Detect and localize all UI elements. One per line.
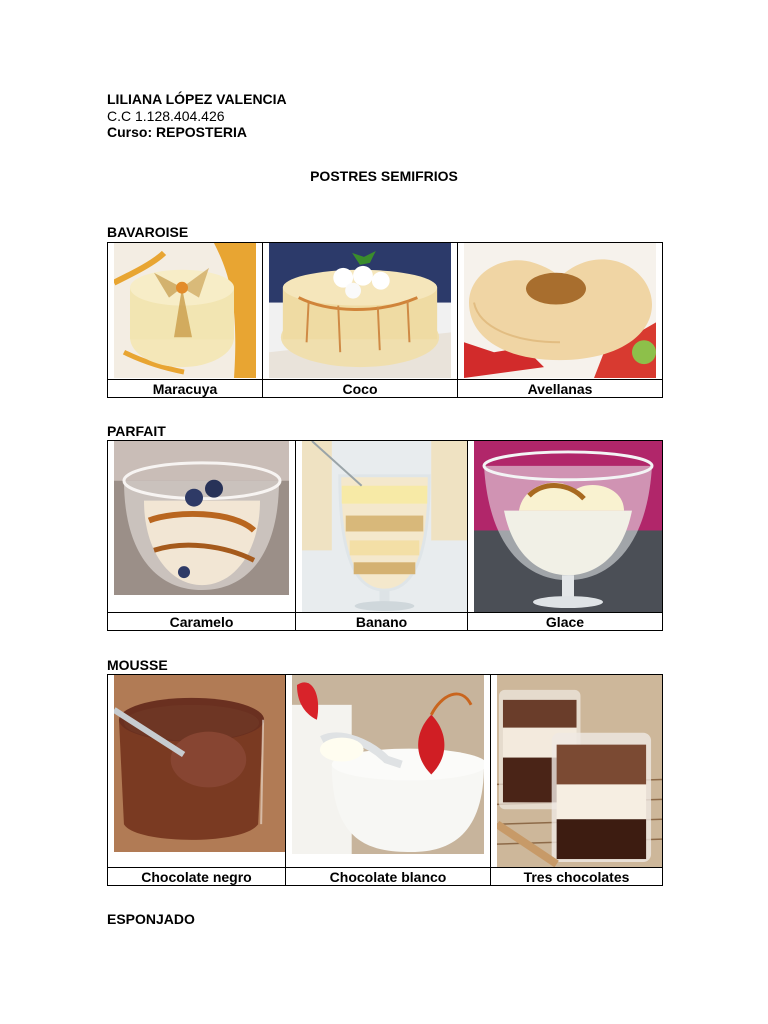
hazelnut-bavarois-photo — [464, 243, 656, 378]
parfait-image-cell-1 — [108, 441, 296, 613]
parfait-caption-2: Banano — [296, 613, 468, 631]
parfait-image-cell-3 — [468, 441, 663, 613]
three-chocolate-mousse-photo — [497, 675, 662, 867]
bavaroise-image-cell-3 — [458, 243, 663, 380]
bavaroise-caption-3: Avellanas — [458, 380, 663, 398]
banana-parfait-photo — [302, 441, 467, 612]
course-prefix: Curso: — [107, 124, 156, 140]
bavaroise-image-cell-1 — [108, 243, 263, 380]
mousse-caption-3: Tres chocolates — [491, 868, 663, 886]
caramel-parfait-photo — [114, 441, 289, 595]
bavaroise-table — [107, 242, 663, 398]
section-label-mousse: MOUSSE — [107, 657, 168, 673]
document-title: POSTRES SEMIFRIOS — [310, 168, 458, 184]
parfait-caption-1: Caramelo — [108, 613, 296, 631]
mousse-table — [107, 674, 663, 886]
parfait-table — [107, 440, 663, 631]
bavaroise-image-cell-2 — [263, 243, 458, 380]
section-label-esponjado: ESPONJADO — [107, 911, 195, 927]
section-label-bavaroise: BAVAROISE — [107, 224, 189, 240]
mousse-image-cell-1 — [108, 675, 286, 868]
glace-parfait-photo — [474, 441, 662, 612]
parfait-caption-3: Glace — [468, 613, 663, 631]
mousse-image-cell-3 — [491, 675, 663, 868]
mousse-caption-1: Chocolate negro — [108, 868, 286, 886]
passion-fruit-bavarois-photo — [114, 243, 256, 378]
mousse-caption-2: Chocolate blanco — [286, 868, 491, 886]
bavaroise-caption-2: Coco — [263, 380, 458, 398]
mousse-image-cell-2 — [286, 675, 491, 868]
parfait-image-cell-2 — [296, 441, 468, 613]
id-number: C.C 1.128.404.426 — [107, 108, 225, 124]
course-name: REPOSTERIA — [156, 124, 248, 140]
bavaroise-caption-1: Maracuya — [108, 380, 263, 398]
author-name: LILIANA LÓPEZ VALENCIA — [107, 91, 287, 107]
dark-chocolate-mousse-photo — [114, 675, 285, 852]
coconut-bavarois-photo — [269, 243, 451, 378]
section-label-parfait: PARFAIT — [107, 423, 166, 439]
white-chocolate-mousse-photo — [292, 675, 484, 854]
course-line — [107, 124, 247, 140]
